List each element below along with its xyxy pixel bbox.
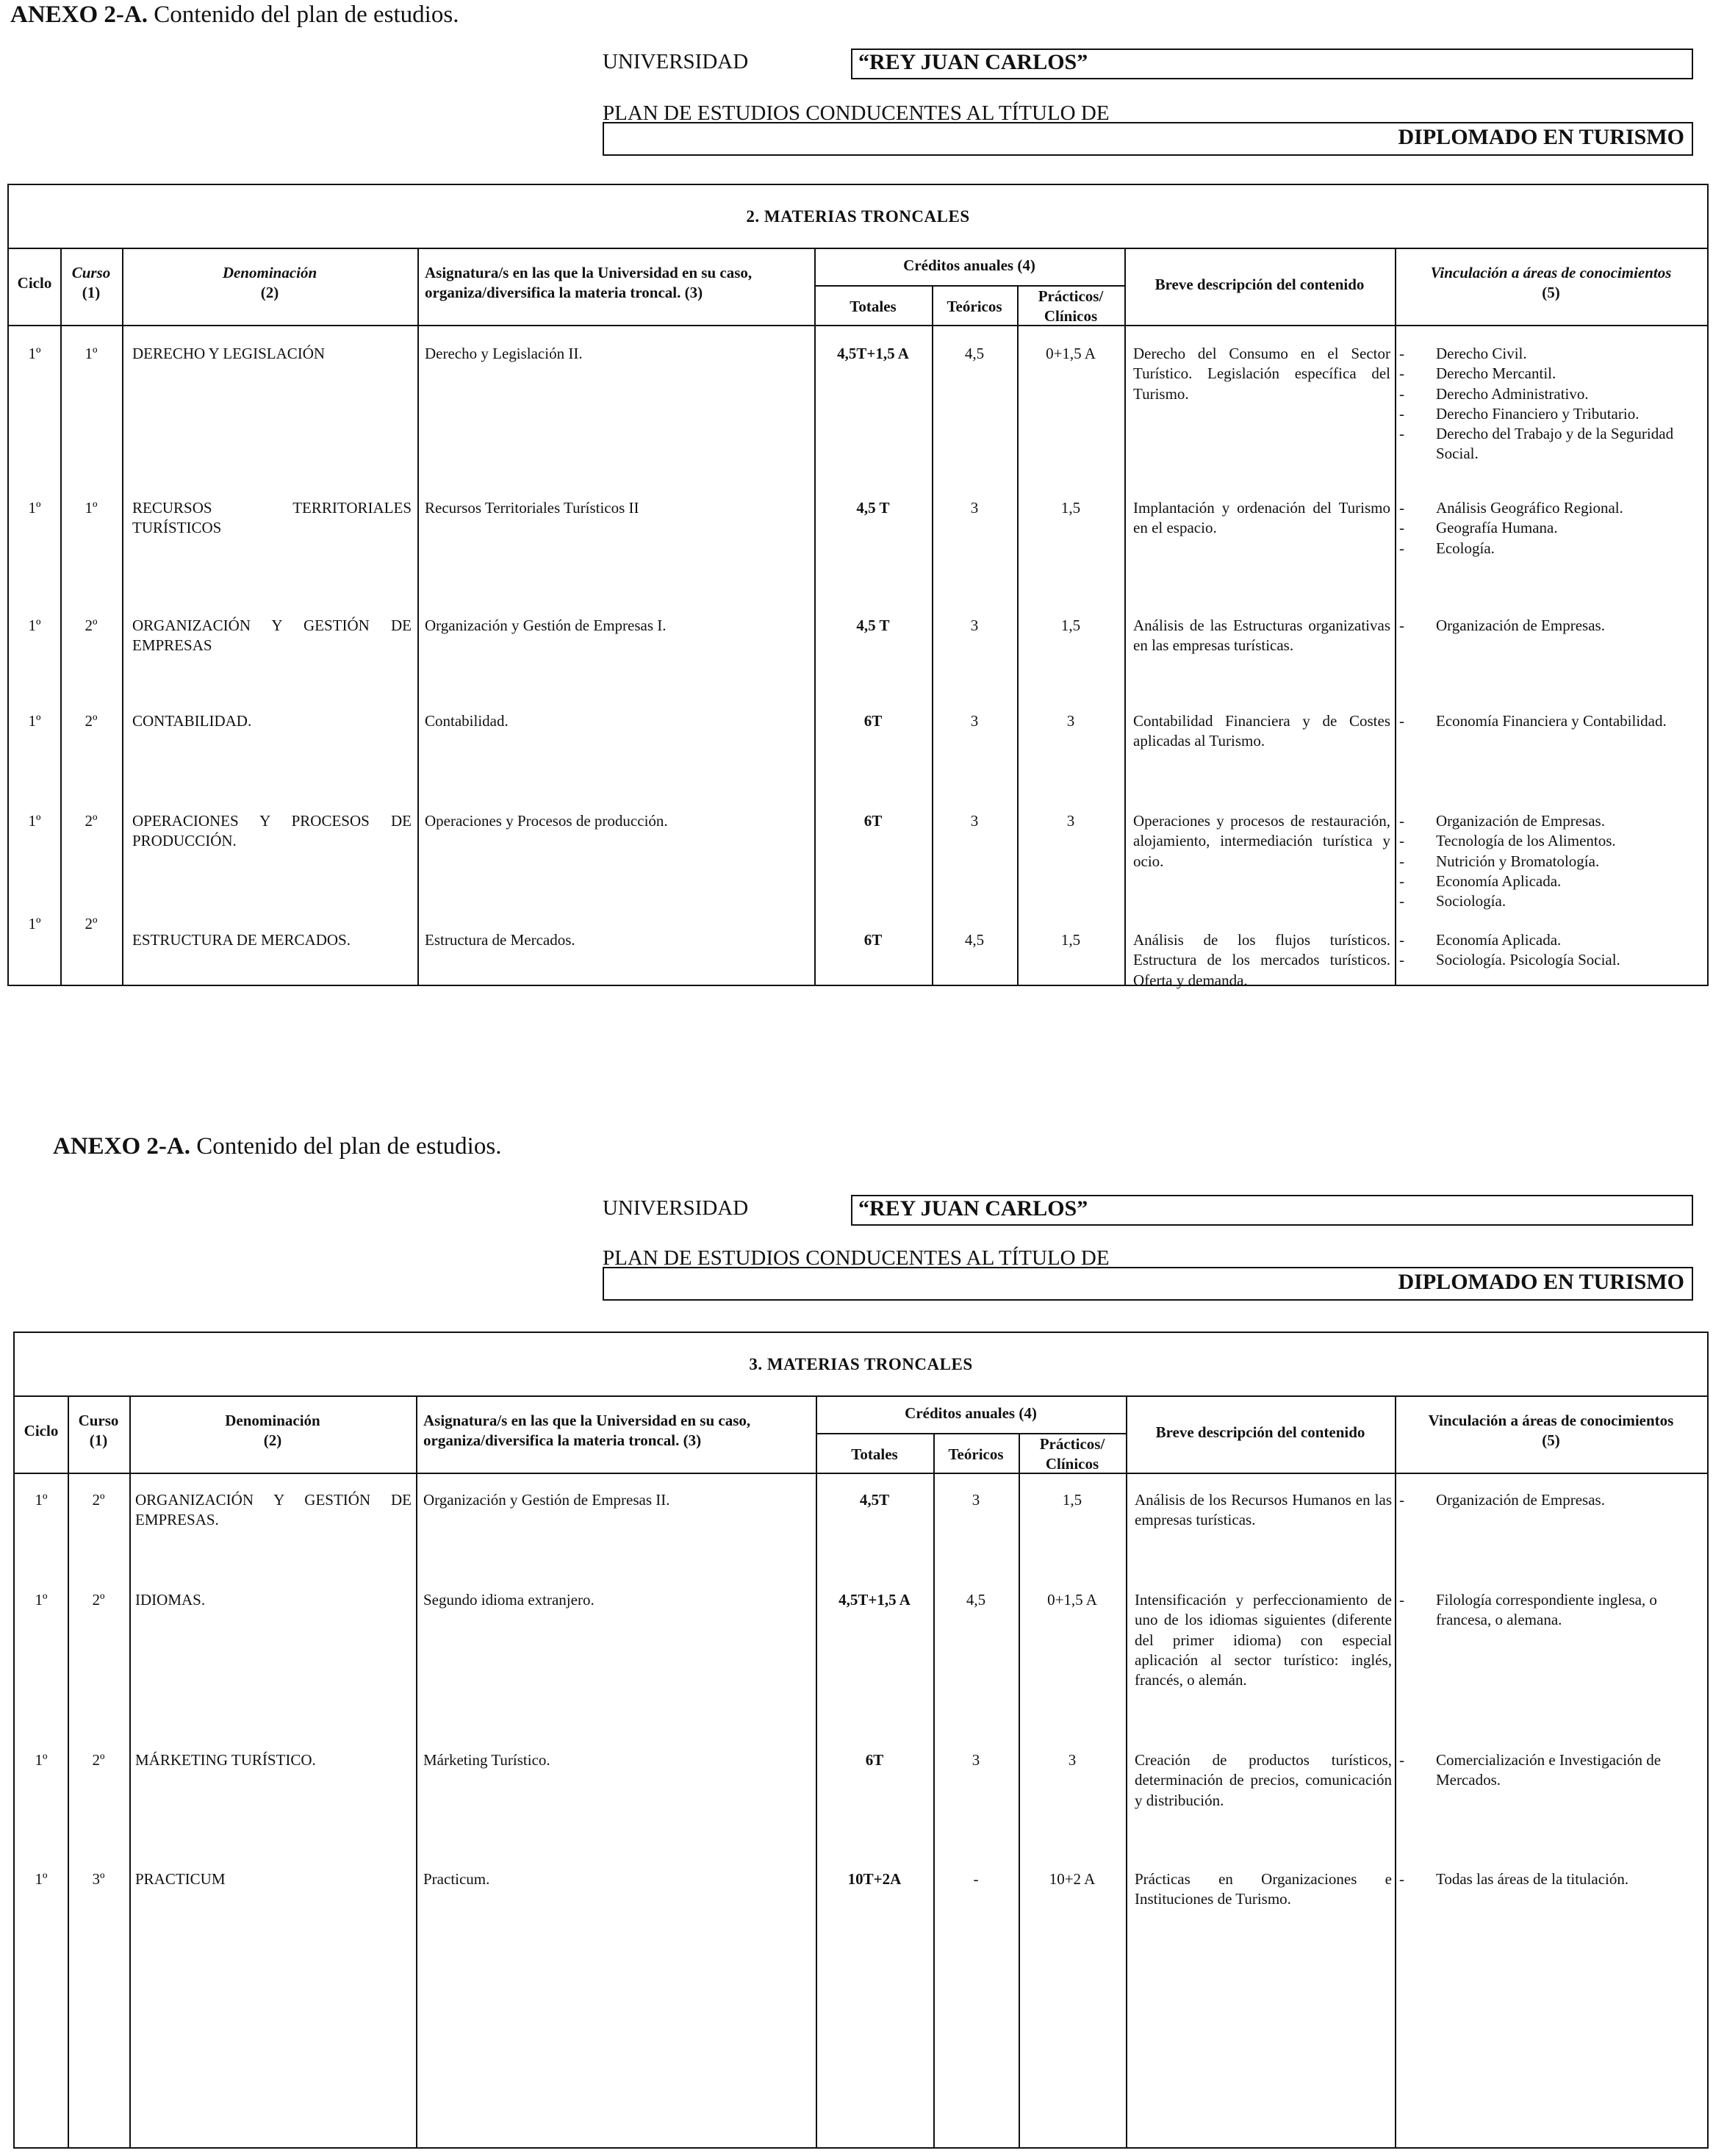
vinculacion-item: - Tecnología de los Alimentos. — [1395, 831, 1702, 851]
annex-page-section-1 — [0, 0, 1713, 999]
cell-practicos: 3 — [1066, 812, 1075, 830]
cell-denominacion: ORGANIZACIÓN Y GESTIÓN DE EMPRESAS. — [135, 1491, 412, 1529]
vinculacion-item: - Economía Financiera y Contabilidad. — [1395, 711, 1702, 731]
cell-curso: 3º — [92, 1870, 105, 1888]
cell-vinculacion — [1395, 1490, 1702, 1510]
cell-descripcion: Análisis de las Estructuras organizativas en las empresas turísticas. — [1133, 617, 1390, 655]
cell-ciclo: 1º — [35, 1751, 48, 1769]
university-label: UNIVERSIDAD — [603, 1196, 749, 1220]
cell-denominacion: RECURSOS TERRITORIALES TURÍSTICOS — [132, 499, 412, 537]
vinculacion-item: - Sociología. — [1395, 891, 1702, 911]
header-divider — [15, 1473, 1707, 1474]
degree-title: DIPLOMADO EN TURISMO — [1398, 125, 1684, 149]
header-teoricos: Teóricos — [947, 298, 1002, 315]
cell-totales: 10T+2A — [847, 1870, 902, 1888]
cell-curso: 2º — [85, 617, 98, 634]
cell-ciclo: 1º — [28, 712, 41, 730]
header-ciclo: Ciclo — [24, 1422, 59, 1440]
cell-teoricos: 3 — [970, 617, 979, 634]
cell-asignatura: Recursos Territoriales Turísticos II — [425, 499, 639, 517]
cell-asignatura: Márketing Turístico. — [423, 1751, 550, 1769]
cell-descripcion: Contabilidad Financiera y de Costes aplicadas al Turismo. — [1133, 712, 1390, 750]
header-denominacion: Denominación (2) — [225, 1412, 320, 1450]
cell-descripcion: Análisis de los flujos turísticos. Estructura de los mercados turísticos. Oferta y demanda. — [1133, 931, 1390, 989]
cell-practicos: 1,5 — [1062, 1491, 1082, 1509]
university-name-box — [851, 1195, 1693, 1226]
table-title: 3. MATERIAS TRONCALES — [15, 1333, 1707, 1397]
cell-denominacion: ESTRUCTURA DE MERCADOS. — [132, 931, 351, 949]
cell-practicos: 0+1,5 A — [1047, 1591, 1097, 1609]
cell-totales: 4,5T+1,5 A — [837, 345, 909, 362]
university-name: “REY JUAN CARLOS” — [858, 50, 1088, 74]
cell-descripcion: Creación de productos turísticos, determinación de precios, comunicación y distribución. — [1135, 1751, 1392, 1809]
cell-vinculacion — [1395, 344, 1702, 464]
vinculacion-item: - Organización de Empresas. — [1395, 616, 1702, 636]
cell-teoricos: 3 — [972, 1491, 980, 1509]
header-teoricos: Teóricos — [948, 1445, 1004, 1463]
annex-page-section-2 — [0, 1132, 1713, 2156]
cell-asignatura: Estructura de Mercados. — [425, 931, 575, 949]
cell-ciclo: 1º — [28, 915, 41, 933]
cell-ciclo: 1º — [35, 1870, 48, 1888]
cell-totales: 4,5T — [859, 1491, 890, 1509]
column-divider — [416, 1395, 417, 2147]
cell-teoricos: 3 — [970, 712, 979, 730]
header-asignatura: Asignatura/s en las que la Universidad en su caso, organiza/diversifica la materia troncal. (3) — [423, 1412, 751, 1450]
cell-curso: 2º — [85, 915, 98, 933]
vinculacion-item: - Análisis Geográfico Regional. — [1395, 498, 1702, 518]
header-descripcion: Breve descripción del contenido — [1154, 276, 1365, 293]
cell-ciclo: 1º — [28, 617, 41, 634]
vinculacion-item: - Todas las áreas de la titulación. — [1395, 1869, 1702, 1889]
header-vinculacion: Vinculación a áreas de conocimientos (5) — [1430, 264, 1672, 302]
cell-practicos: 3 — [1068, 1751, 1077, 1769]
column-divider — [1124, 248, 1126, 985]
header-descripcion: Breve descripción del contenido — [1155, 1423, 1365, 1441]
vinculacion-item: - Filología correspondiente inglesa, o francesa, o alemana. — [1395, 1590, 1702, 1631]
university-label: UNIVERSIDAD — [603, 50, 749, 73]
vinculacion-item: - Derecho Mercantil. — [1395, 364, 1702, 384]
plan-label: PLAN DE ESTUDIOS CONDUCENTES AL TÍTULO DE — [603, 1246, 1110, 1270]
materias-troncales-table — [13, 1332, 1709, 2149]
cell-asignatura: Organización y Gestión de Empresas I. — [425, 617, 667, 634]
header-creditos: Créditos anuales (4) — [905, 1404, 1037, 1422]
cell-denominacion: IDIOMAS. — [135, 1591, 206, 1609]
cell-teoricos: - — [973, 1870, 979, 1888]
cell-curso: 1º — [85, 499, 98, 517]
cell-vinculacion — [1395, 1869, 1702, 1889]
university-name-box — [851, 48, 1693, 79]
cell-curso: 2º — [92, 1591, 105, 1609]
header-curso: Curso (1) — [78, 1412, 119, 1450]
vinculacion-item: - Derecho del Trabajo y de la Seguridad Social. — [1395, 424, 1702, 464]
cell-asignatura: Operaciones y Procesos de producción. — [425, 812, 668, 830]
cell-curso: 2º — [92, 1491, 105, 1509]
vinculacion-item: - Comercialización e Investigación de Mercados. — [1395, 1750, 1702, 1791]
cell-practicos: 1,5 — [1060, 617, 1081, 634]
cell-denominacion: ORGANIZACIÓN Y GESTIÓN DE EMPRESAS — [132, 617, 412, 655]
column-divider — [1019, 1433, 1020, 2147]
cell-totales: 4,5 T — [856, 617, 890, 634]
vinculacion-item: - Economía Aplicada. — [1395, 930, 1702, 950]
cell-vinculacion — [1395, 1750, 1702, 1791]
cell-vinculacion — [1395, 1590, 1702, 1631]
degree-title: DIPLOMADO EN TURISMO — [1398, 1270, 1684, 1294]
cell-teoricos: 4,5 — [966, 1591, 986, 1609]
cell-teoricos: 3 — [970, 812, 979, 830]
header-vinculacion: Vinculación a áreas de conocimientos (5) — [1428, 1412, 1674, 1450]
materias-troncales-table — [7, 184, 1709, 989]
annex-title: ANEXO 2-A. Contenido del plan de estudios. — [10, 1, 459, 28]
header-divider — [9, 325, 1707, 326]
cell-teoricos: 4,5 — [964, 931, 985, 949]
cell-denominacion: PRACTICUM — [135, 1870, 226, 1888]
cell-curso: 2º — [85, 712, 98, 730]
cell-descripcion: Operaciones y procesos de restauración, alojamiento, intermediación turística y ocio. — [1133, 812, 1390, 870]
cell-vinculacion — [1395, 498, 1702, 558]
cell-teoricos: 3 — [972, 1751, 980, 1769]
cell-asignatura: Segundo idioma extranjero. — [423, 1591, 595, 1609]
cell-descripcion: Prácticas en Organizaciones e Instituciones de Turismo. — [1135, 1870, 1392, 1908]
vinculacion-item: - Derecho Civil. — [1395, 344, 1702, 364]
cell-descripcion: Intensificación y perfeccionamiento de uno de los idiomas siguientes (diferente del primer idioma) con especial aplicación al sector turístico: inglés, francés, o alemán. — [1135, 1591, 1392, 1689]
column-divider — [933, 1433, 935, 2147]
header-practicos: Prácticos/ Clínicos — [1038, 287, 1104, 326]
cell-practicos: 1,5 — [1060, 499, 1081, 517]
cell-asignatura: Contabilidad. — [425, 712, 509, 730]
header-ciclo: Ciclo — [17, 274, 52, 292]
column-divider — [417, 248, 419, 985]
vinculacion-item: - Sociología. Psicología Social. — [1395, 950, 1702, 970]
cell-descripcion: Implantación y ordenación del Turismo en el espacio. — [1133, 499, 1390, 537]
cell-practicos: 0+1,5 A — [1046, 345, 1096, 362]
cell-asignatura: Practicum. — [423, 1870, 490, 1888]
cell-totales: 6T — [865, 1751, 884, 1769]
cell-practicos: 1,5 — [1060, 931, 1081, 949]
cell-vinculacion — [1395, 811, 1702, 911]
cell-ciclo: 1º — [28, 812, 41, 830]
cell-totales: 6T — [863, 812, 883, 830]
cell-totales: 4,5 T — [856, 499, 890, 517]
header-asignatura: Asignatura/s en las que la Universidad en su caso, organiza/diversifica la materia troncal. (3) — [425, 264, 753, 302]
vinculacion-item: - Organización de Empresas. — [1395, 1490, 1702, 1510]
vinculacion-item: - Derecho Financiero y Tributario. — [1395, 404, 1702, 424]
cell-denominacion: OPERACIONES Y PROCESOS DE PRODUCCIÓN. — [132, 812, 412, 850]
cell-practicos: 10+2 A — [1049, 1870, 1096, 1888]
header-totales: Totales — [851, 1445, 898, 1463]
header-creditos: Créditos anuales (4) — [903, 256, 1035, 274]
vinculacion-item: - Derecho Administrativo. — [1395, 384, 1702, 404]
vinculacion-item: - Organización de Empresas. — [1395, 811, 1702, 831]
cell-descripcion: Derecho del Consumo en el Sector Turístico. Legislación específica del Turismo. — [1133, 345, 1390, 403]
cell-ciclo: 1º — [35, 1491, 48, 1509]
cell-teoricos: 3 — [970, 499, 979, 517]
column-divider — [129, 1395, 131, 2147]
cell-ciclo: 1º — [28, 499, 41, 517]
degree-title-box — [603, 1267, 1693, 1301]
header-curso: Curso (1) — [71, 264, 111, 302]
cell-asignatura: Organización y Gestión de Empresas II. — [423, 1491, 670, 1509]
degree-title-box — [603, 122, 1693, 156]
cell-denominacion: CONTABILIDAD. — [132, 712, 252, 730]
cell-totales: 4,5T+1,5 A — [838, 1591, 911, 1609]
plan-label: PLAN DE ESTUDIOS CONDUCENTES AL TÍTULO DE — [603, 101, 1110, 125]
cell-asignatura: Derecho y Legislación II. — [425, 345, 583, 362]
cell-denominacion: DERECHO Y LEGISLACIÓN — [132, 345, 326, 362]
table-title: 2. MATERIAS TRONCALES — [9, 185, 1707, 249]
column-divider — [122, 248, 123, 985]
cell-vinculacion — [1395, 711, 1702, 731]
header-denominacion: Denominación (2) — [222, 264, 317, 302]
annex-title: ANEXO 2-A. Contenido del plan de estudios. — [53, 1133, 502, 1160]
vinculacion-item: - Geografía Humana. — [1395, 518, 1702, 538]
vinculacion-item: - Nutrición y Bromatología. — [1395, 852, 1702, 872]
cell-totales: 6T — [863, 931, 883, 949]
university-name: “REY JUAN CARLOS” — [858, 1196, 1088, 1221]
cell-curso: 1º — [85, 345, 98, 362]
cell-ciclo: 1º — [35, 1591, 48, 1609]
vinculacion-item: - Economía Aplicada. — [1395, 872, 1702, 891]
header-totales: Totales — [850, 298, 897, 315]
cell-curso: 2º — [92, 1751, 105, 1769]
cell-totales: 6T — [863, 712, 883, 730]
vinculacion-item: - Ecología. — [1395, 539, 1702, 558]
cell-denominacion: MÁRKETING TURÍSTICO. — [135, 1751, 316, 1769]
cell-curso: 2º — [85, 812, 98, 830]
cell-teoricos: 4,5 — [964, 345, 985, 362]
cell-vinculacion — [1395, 930, 1702, 971]
cell-descripcion: Análisis de los Recursos Humanos en las empresas turísticas. — [1135, 1491, 1392, 1529]
header-practicos: Prácticos/ Clínicos — [1039, 1435, 1105, 1473]
cell-practicos: 3 — [1066, 712, 1075, 730]
cell-ciclo: 1º — [28, 345, 41, 362]
column-divider — [1126, 1395, 1127, 2147]
cell-vinculacion — [1395, 616, 1702, 636]
